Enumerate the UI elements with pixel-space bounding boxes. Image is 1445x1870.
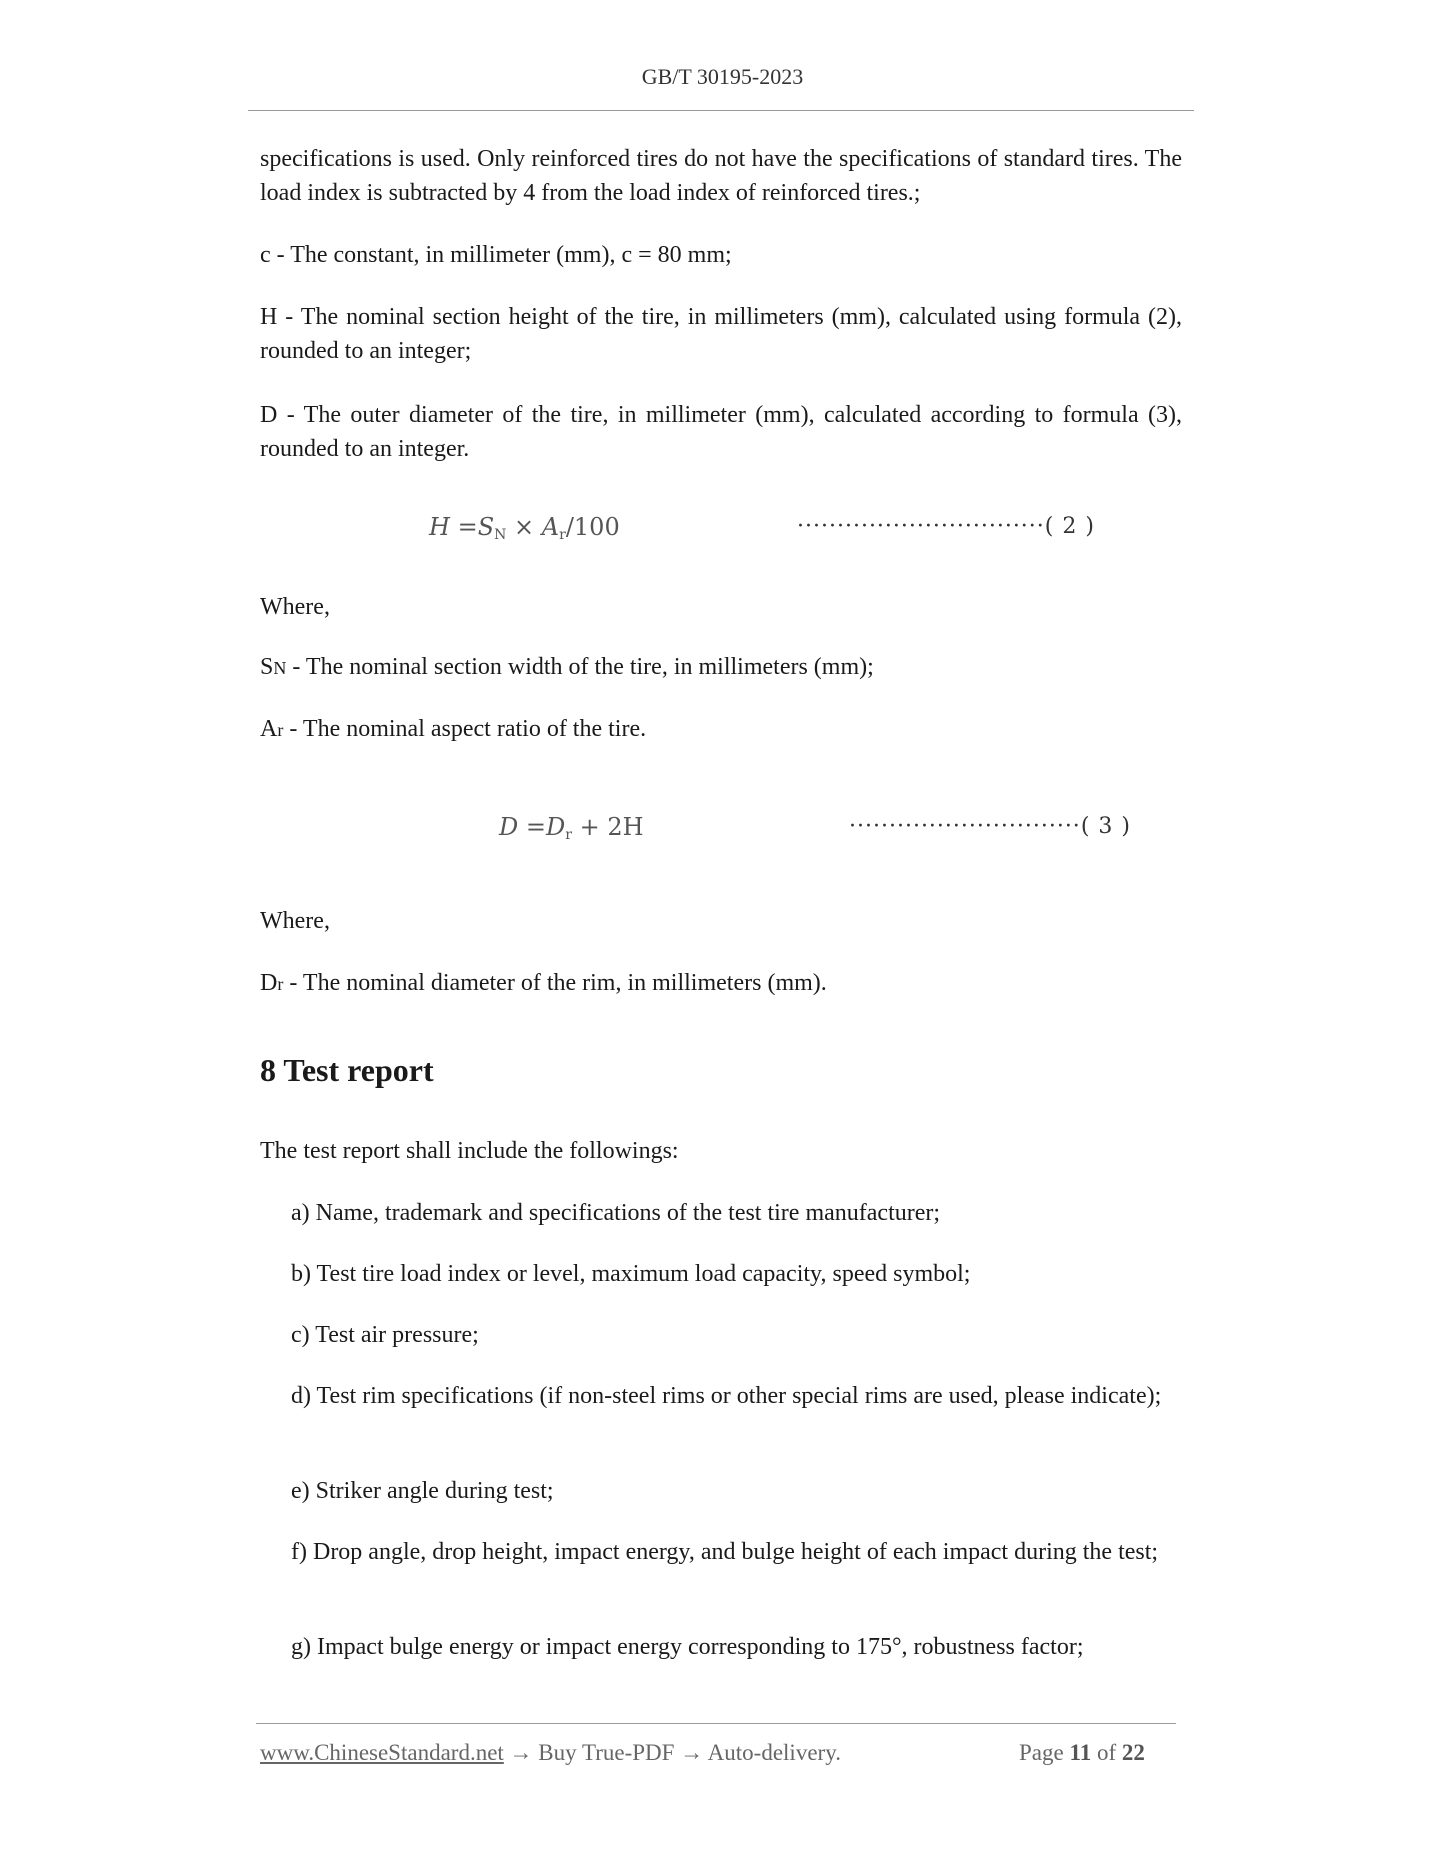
formula-3-leader (849, 810, 1131, 844)
total-pages: 22 (1121, 1740, 1145, 1765)
formula-2-times: × (506, 513, 542, 541)
formula-2 (429, 510, 620, 552)
page-label: Page (1019, 1740, 1064, 1765)
where-label-1: Where, (260, 594, 330, 620)
formula-3-dots: ····························· (849, 814, 1081, 839)
definition-h: H - The nominal section height of the tire, in millimeters (mm), calculated using formula (2), rounded to an integer; (260, 304, 1182, 364)
sn-symbol: S (260, 654, 274, 680)
footer-divider (256, 1723, 1176, 1724)
website-link[interactable]: www.ChineseStandard.net (260, 1740, 504, 1765)
formula-2-a: A (541, 513, 560, 541)
formula-2-dots: ······························· (797, 514, 1045, 539)
sn-text: - The nominal section width of the tire, in millimeters (mm); (286, 654, 874, 680)
list-item: c) Test air pressure; (291, 1322, 479, 1348)
formula-3-equals: = (518, 813, 546, 841)
footer-links (260, 1740, 841, 1766)
ar-subscript: r (277, 720, 284, 740)
formula-2-s-sub: N (494, 527, 507, 543)
arrow-icon: → (680, 1740, 704, 1765)
section-heading: 8 Test report (260, 1052, 434, 1088)
formula-2-s: S (477, 513, 495, 541)
definition-sn (260, 650, 1182, 685)
list-item: b) Test tire load index or level, maximum load capacity, speed symbol; (291, 1261, 971, 1287)
dr-text: - The nominal diameter of the rim, in millimeters (mm). (283, 970, 827, 996)
formula-3 (499, 810, 644, 852)
list-item: g) Impact bulge energy or impact energy corresponding to 175°, robustness factor; (291, 1634, 1084, 1660)
list-item: e) Striker angle during test; (291, 1478, 554, 1504)
paragraph-continuation: specifications is used. Only reinforced tires do not have the specifications of standard tires. The load index is subtracted by 4 from the load index of reinforced tires.; (260, 146, 1182, 206)
list-intro: The test report shall include the followings: (260, 1138, 679, 1164)
formula-2-a-sub: r (559, 527, 566, 543)
formula-3-number: ( 3 ) (1080, 814, 1131, 839)
formula-3-tail: + 2H (571, 813, 644, 841)
sn-subscript: N (273, 658, 287, 678)
formula-2-tail: /100 (565, 513, 620, 541)
list-item: d) Test rim specifications (if non-steel rims or other special rims are used, please indicate); (291, 1383, 1162, 1409)
ar-text: - The nominal aspect ratio of the tire. (283, 716, 647, 742)
current-page: 11 (1069, 1740, 1092, 1765)
header-divider (248, 110, 1194, 111)
of-label: of (1096, 1740, 1117, 1765)
formula-2-number: ( 2 ) (1044, 514, 1095, 539)
definition-ar (260, 712, 1182, 747)
arrow-icon: → (509, 1740, 533, 1765)
ar-symbol: A (260, 716, 278, 742)
formula-3-lhs: D (499, 813, 519, 841)
formula-3-d: D (546, 813, 566, 841)
where-label-2: Where, (260, 908, 330, 934)
definition-dr (260, 966, 1182, 1001)
formula-3-d-sub: r (565, 827, 572, 843)
page-number (1019, 1740, 1145, 1766)
auto-delivery-text: Auto-delivery. (707, 1740, 841, 1765)
buy-pdf-text: Buy True-PDF (538, 1740, 675, 1765)
definition-d: D - The outer diameter of the tire, in millimeter (mm), calculated according to formula (3), rounded to an integer. (260, 402, 1182, 462)
formula-2-leader (797, 510, 1095, 544)
dr-symbol: D (260, 970, 278, 996)
definition-c: c - The constant, in millimeter (mm), c = 80 mm; (260, 242, 732, 268)
formula-2-equals: = (449, 513, 478, 541)
page-header-title: GB/T 30195-2023 (641, 64, 804, 89)
dr-subscript: r (277, 974, 284, 994)
formula-2-lhs: H (429, 513, 450, 541)
list-item: a) Name, trademark and specifications of the test tire manufacturer; (291, 1200, 941, 1226)
list-item: f) Drop angle, drop height, impact energy, and bulge height of each impact during the test; (291, 1539, 1159, 1565)
